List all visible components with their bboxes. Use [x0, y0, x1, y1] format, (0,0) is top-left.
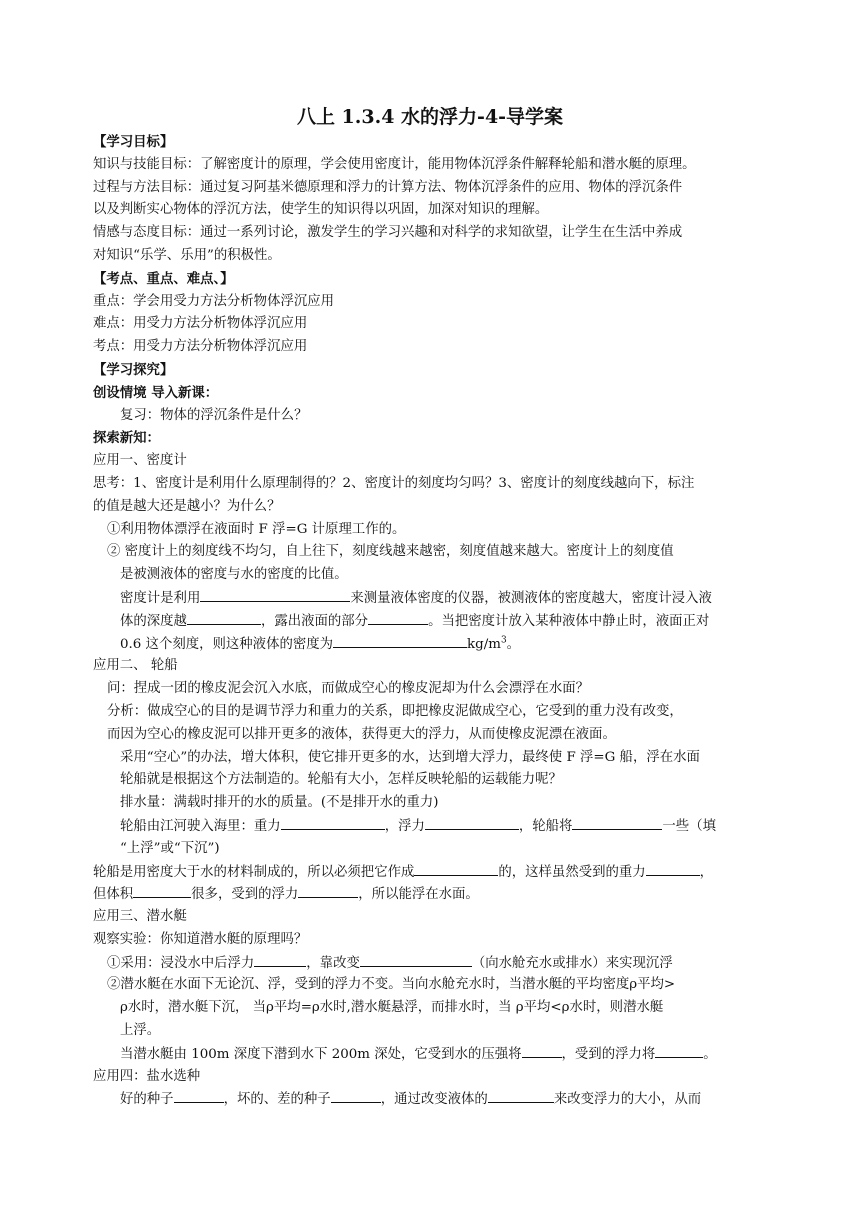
- goal-process-line2: 以及判断实心物体的浮沉方法，使学生的知识得以巩固，加深对知识的理解。: [93, 202, 549, 218]
- answer-1: ①利用物体漂浮在液面时 F 浮=G 计原理工作的。: [107, 521, 406, 537]
- fill-hydrometer-line2: [93, 610, 773, 633]
- fill-text: 体的深度越: [120, 613, 187, 629]
- section-heading-keypoints: 【考点、重点、难点、】: [93, 270, 234, 287]
- review-question: 复习：物体的浮沉条件是什么？: [120, 407, 308, 423]
- fill-text: 。当把密度计放入某种液体中静止时，液面正对: [428, 613, 710, 629]
- answer-blank[interactable]: [298, 883, 358, 898]
- fill-material-line1: [93, 861, 773, 884]
- fill-text: ，轮船将: [518, 818, 573, 834]
- fill-text: 0.6 这个刻度，则这种液体的密度为: [120, 636, 334, 652]
- answer-blank[interactable]: [522, 1043, 562, 1058]
- answer-blank[interactable]: [254, 952, 306, 967]
- fill-text: （向水舱充水或排水）来实现沉浮: [471, 955, 673, 971]
- difficult-point: 难点：用受力方法分析物体浮沉应用: [93, 316, 308, 332]
- exam-point: 考点：用受力方法分析物体浮沉应用: [93, 339, 308, 355]
- intro-heading: 创设情境 导入新课：: [93, 384, 219, 401]
- submarine-principle-line2: ρ水时，潜水艇下沉， 当ρ平均=ρ水时,潜水艇悬浮，而排水时，当 ρ平均<ρ水时，则潜水艇: [120, 1000, 664, 1016]
- submarine-principle-line3: 上浮。: [120, 1023, 161, 1039]
- fill-text: 密度计是利用: [120, 590, 201, 606]
- fill-text: ，浮力: [384, 818, 425, 834]
- answer-blank[interactable]: [368, 610, 428, 625]
- hollow-method-line2: 轮船就是根据这个方法制造的。轮船有大小，怎样反映轮船的运载能力呢？: [120, 772, 562, 788]
- think-question-line1: 思考：1、密度计是利用什么原理制得的？2、密度计的刻度均匀吗？3、密度计的刻度线越向下，标注: [93, 475, 695, 491]
- goal-attitude-line1: 情感与态度目标：通过一系列讨论，激发学生的学习兴趣和对科学的求知欲望，让学生在生活中养成: [93, 225, 683, 241]
- section-heading-goals: 【学习目标】: [93, 134, 174, 150]
- answer-blank[interactable]: [646, 861, 700, 876]
- page-title: 八上 1.3.4 水的浮力-4-导学案: [296, 106, 564, 128]
- fill-text: ，受到的浮力将: [561, 1046, 656, 1062]
- answer-2-line2: 是被测液体的密度与水的密度的比值。: [120, 567, 348, 583]
- answer-blank[interactable]: [281, 815, 385, 830]
- answer-blank[interactable]: [133, 883, 191, 898]
- application-1-heading: 应用一、密度计: [93, 453, 187, 469]
- fill-text: 来改变浮力的大小，从而: [553, 1092, 702, 1108]
- worksheet-body: [93, 131, 773, 1111]
- answer-blank[interactable]: [174, 1088, 224, 1103]
- section-heading-explore: 【学习探究】: [93, 361, 174, 378]
- fill-hydrometer-line1: [93, 587, 773, 610]
- answer-blank[interactable]: [333, 633, 467, 648]
- answer-blank[interactable]: [414, 861, 498, 876]
- fill-material-line2: [93, 883, 773, 906]
- goal-attitude-line2: 对知识“乐学、乐用”的积极性。: [93, 247, 281, 263]
- unit-text: kg/m: [467, 636, 501, 652]
- goal-knowledge: 知识与技能目标：了解密度计的原理，学会使用密度计，能用物体沉浮条件解释轮船和潜水艇的原理。: [93, 156, 696, 172]
- think-question-line2: 的值是越大还是越小？为什么？: [93, 498, 281, 514]
- fill-ship-line1: [93, 815, 773, 838]
- fill-text: 。: [703, 1046, 717, 1062]
- fill-text: 轮船是用密度大于水的材料制成的，所以必须把它作成: [93, 864, 415, 880]
- fill-text: 好的种子: [120, 1092, 174, 1108]
- fill-hydrometer-line3: [93, 633, 773, 656]
- application-3-heading: 应用三、潜水艇: [93, 909, 187, 925]
- displacement-definition: 排水量：满载时排开的水的质量。(不是排开水的重力): [120, 795, 439, 811]
- observe-experiment: 观察实验：你知道潜水艇的原理吗？: [93, 931, 308, 947]
- submarine-principle-line1: ②潜水艇在水面下无论沉、浮，受到的浮力不变。当向水舱充水时，当潜水艇的平均密度ρ平均>: [107, 977, 676, 993]
- fill-seed-line: [93, 1088, 773, 1111]
- answer-blank[interactable]: [200, 587, 350, 602]
- answer-blank[interactable]: [488, 1088, 554, 1103]
- fill-depth-line: [93, 1043, 773, 1066]
- fill-text: 当潜水艇由 100m 深度下潜到水下 200m 深处，它受到水的压强将: [120, 1046, 522, 1062]
- ship-analysis-line2: 而因为空心的橡皮泥可以排开更多的液体，获得更大的浮力，从而使橡皮泥漂在液面。: [107, 726, 616, 742]
- goal-process-line1: 过程与方法目标：通过复习阿基米德原理和浮力的计算方法、物体沉浮条件的应用、物体的浮沉条件: [93, 179, 683, 195]
- fill-text: ，通过改变液体的: [380, 1092, 488, 1108]
- answer-blank[interactable]: [655, 1043, 703, 1058]
- answer-blank[interactable]: [425, 815, 519, 830]
- answer-2-line1: ② 密度计上的刻度线不均匀，自上往下，刻度线越来越密，刻度值越来越大。密度计上的刻度值: [107, 544, 674, 560]
- application-4-heading: 应用四：盐水选种: [93, 1068, 201, 1084]
- fill-text: 来测量液体密度的仪器，被测液体的密度越大，密度计浸入液: [350, 590, 712, 606]
- explore-heading: 探索新知：: [93, 430, 160, 447]
- unit-superscript: 3: [500, 635, 507, 646]
- ship-analysis-line1: 分析：做成空心的目的是调节浮力和重力的关系，即把橡皮泥做成空心，它受到的重力没有改变，: [107, 703, 683, 719]
- answer-blank[interactable]: [331, 1088, 381, 1103]
- fill-text: ，靠改变: [306, 955, 360, 971]
- fill-text: ，坏的、差的种子: [223, 1092, 331, 1108]
- fill-text: 轮船由江河驶入海里：重力: [120, 818, 281, 834]
- ship-question: 问：捏成一团的橡皮泥会沉入水底，而做成空心的橡皮泥却为什么会漂浮在水面？: [107, 681, 590, 697]
- fill-text: ①采用：浸没水中后浮力: [107, 955, 255, 971]
- answer-blank[interactable]: [187, 610, 261, 625]
- fill-text: 。: [506, 636, 521, 652]
- fill-text: 但体积: [93, 887, 134, 903]
- fill-text: ，所以能浮在水面。: [358, 887, 479, 903]
- application-2-heading: 应用二、 轮船: [93, 658, 178, 674]
- answer-blank[interactable]: [572, 815, 662, 830]
- fill-text: 很多，受到的浮力: [191, 887, 299, 903]
- fill-submarine-line: [93, 952, 773, 975]
- answer-blank[interactable]: [360, 952, 472, 967]
- fill-text: ，: [699, 864, 714, 880]
- hollow-method-line1: 采用“空心”的办法，增大体积，使它排开更多的水，达到增大浮力，最终使 F 浮=G 船，浮在水面: [120, 749, 700, 765]
- key-point: 重点：学会用受力方法分析物体浮沉应用: [93, 293, 335, 309]
- fill-text: 一些（填: [662, 818, 716, 834]
- fill-text: 的，这样虽然受到的重力: [498, 864, 646, 880]
- fill-text: ，露出液面的部分: [260, 613, 369, 629]
- fill-ship-line2: “上浮”或“下沉”): [120, 840, 220, 856]
